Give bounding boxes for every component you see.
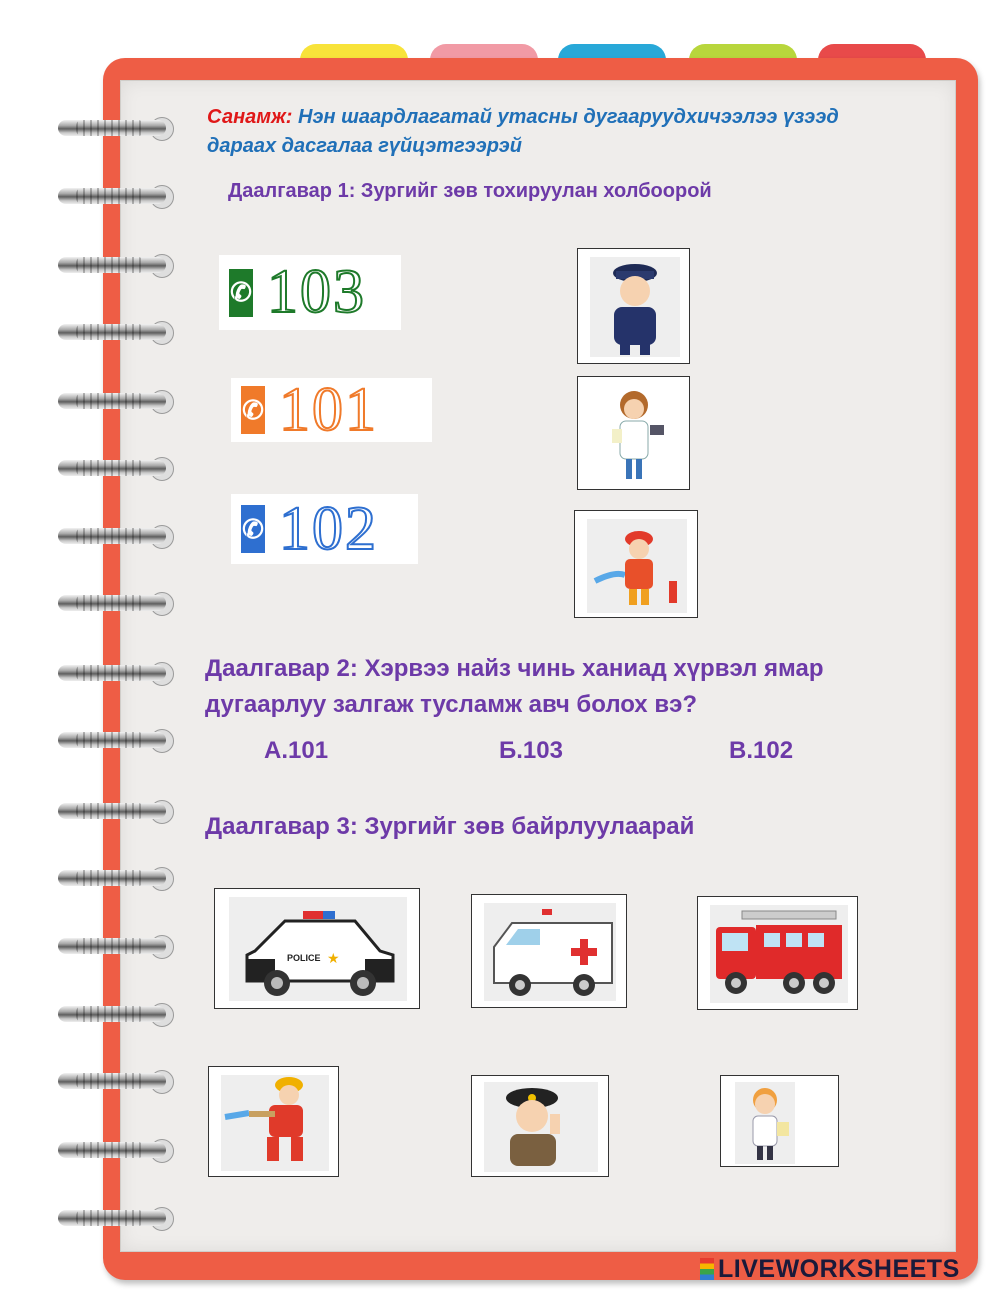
ring-wire (58, 188, 166, 204)
fire-truck-card[interactable] (697, 896, 858, 1010)
ring-wire (58, 1073, 166, 1089)
phone-number-103[interactable] (219, 255, 401, 330)
police-officer-card[interactable] (577, 248, 690, 364)
phone-icon: ✆ (241, 386, 265, 434)
logo-icon (700, 1258, 714, 1280)
ring-wire (58, 120, 166, 136)
phone-icon: ✆ (229, 269, 253, 317)
doctor-image (578, 377, 691, 491)
firefighter-image-2 (209, 1067, 340, 1178)
option-c[interactable]: В.102 (729, 737, 794, 764)
police-car-label: POLICE (287, 953, 321, 963)
ring-wire (58, 1210, 166, 1226)
firefighter-card[interactable] (574, 510, 698, 618)
ring-wire (58, 803, 166, 819)
task2-question: Даалгавар 2: Хэрвээ найз чинь ханиад хүрвэл ямар дугаарлуу залгаж тусламж авч болох вэ? (205, 655, 824, 718)
ring-wire (58, 938, 166, 954)
spiral-ring (58, 117, 173, 139)
note-body: Нэн шаардлагатай утасны дугааруудхичээлээ үзээд дараах дасгалаа гүйцэтгээрэй (207, 106, 839, 157)
police-car-image (215, 889, 421, 1010)
spiral-ring (58, 390, 173, 412)
spiral-ring (58, 1070, 173, 1092)
phone-number-101[interactable] (231, 375, 432, 444)
ring-wire (58, 870, 166, 886)
police-officer-image (578, 249, 691, 365)
spiral-ring (58, 800, 173, 822)
ring-wire (58, 595, 166, 611)
phone-icon: ✆ (241, 505, 265, 553)
spiral-ring (58, 867, 173, 889)
note-text (207, 103, 907, 161)
phone-number-102[interactable] (231, 494, 418, 564)
spiral-ring (58, 254, 173, 276)
spiral-ring (58, 592, 173, 614)
ring-wire (58, 665, 166, 681)
ring-wire (58, 324, 166, 340)
number-102: 102 (279, 494, 378, 563)
doctor-card-2[interactable] (720, 1075, 839, 1167)
spiral-ring (58, 525, 173, 547)
police-officer-card-2[interactable] (471, 1075, 609, 1177)
number-103: 103 (267, 258, 366, 326)
spiral-ring (58, 1207, 173, 1229)
spiral-ring (58, 321, 173, 343)
police-car-card[interactable] (214, 888, 420, 1009)
doctor-card[interactable] (577, 376, 690, 490)
ring-wire (58, 528, 166, 544)
spiral-ring (58, 1139, 173, 1161)
note-label: Санамж: (207, 106, 293, 128)
ring-wire (58, 460, 166, 476)
firefighter-card-2[interactable] (208, 1066, 339, 1177)
ambulance-image (472, 895, 628, 1009)
spiral-ring (58, 1003, 173, 1025)
firefighter-image (575, 511, 699, 619)
task3-title: Даалгавар 3: Зургийг зөв байрлуулаарай (205, 813, 695, 840)
spiral-ring (58, 185, 173, 207)
svg-text:★: ★ (327, 950, 340, 966)
ambulance-card[interactable] (471, 894, 627, 1008)
option-a[interactable]: А.101 (264, 737, 329, 764)
option-b[interactable]: Б.103 (499, 737, 563, 764)
spiral-ring (58, 662, 173, 684)
ring-wire (58, 257, 166, 273)
ring-wire (58, 1142, 166, 1158)
ring-wire (58, 1006, 166, 1022)
police-officer-image-2 (472, 1076, 610, 1178)
liveworksheets-logo (700, 1255, 960, 1284)
doctor-image-2 (721, 1076, 840, 1168)
spiral-ring (58, 457, 173, 479)
spiral-ring (58, 729, 173, 751)
spiral-ring (58, 935, 173, 957)
ring-wire (58, 393, 166, 409)
ring-wire (58, 732, 166, 748)
number-101: 101 (279, 375, 378, 444)
fire-truck-image (698, 897, 859, 1011)
task1-title: Даалгавар 1: Зургийг зөв тохируулан холбоорой (228, 180, 712, 202)
logo-text: LIVEWORKSHEETS (718, 1255, 960, 1283)
